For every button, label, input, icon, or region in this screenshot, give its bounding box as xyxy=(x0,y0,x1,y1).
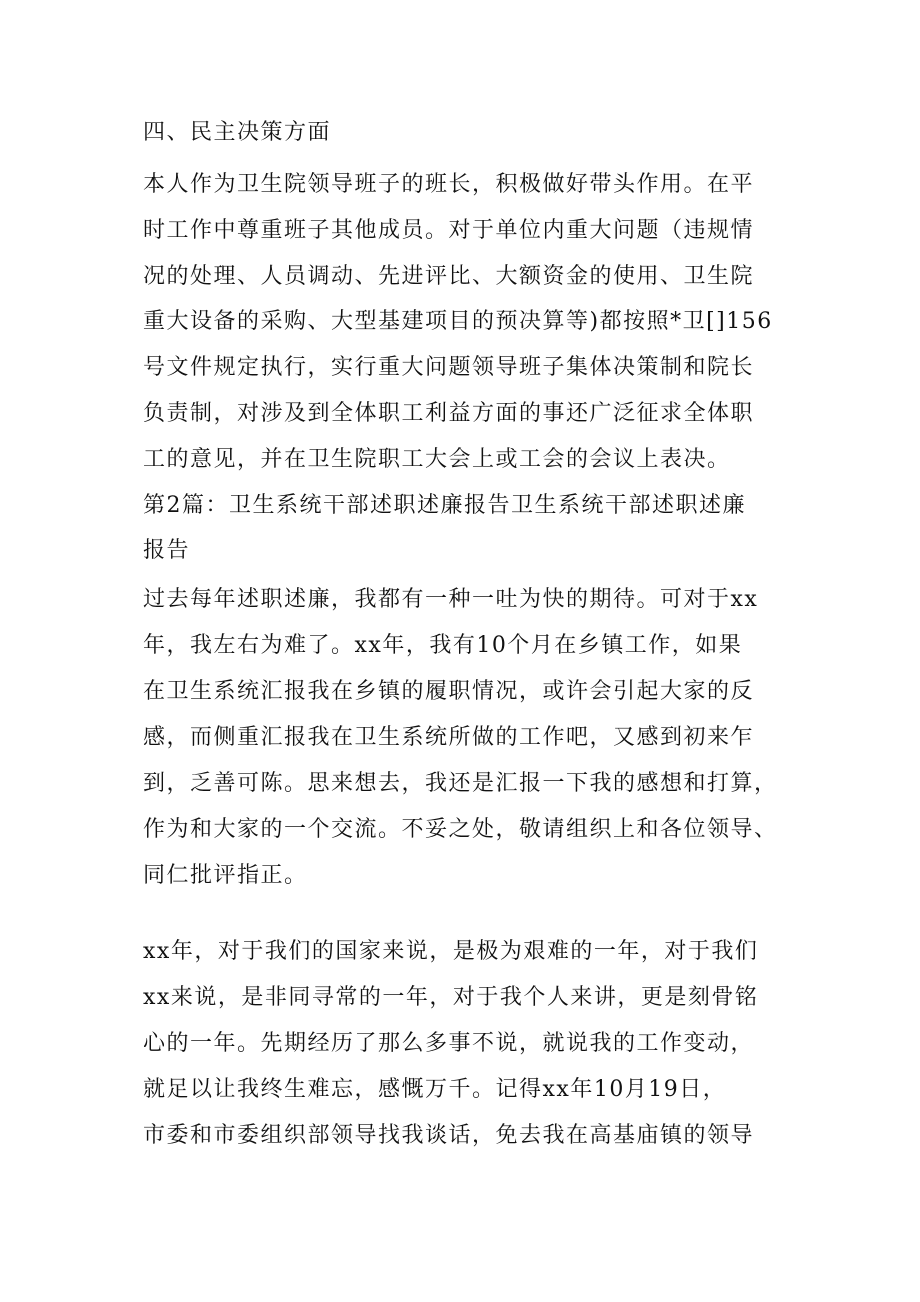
text-line: 就足以让我终生难忘，感慨万千。记得xx年10月19日， xyxy=(143,1077,727,1102)
text-line: 时工作中尊重班子其他成员。对于单位内重大问题（违规情 xyxy=(143,218,755,243)
text-line: 在卫生系统汇报我在乡镇的履职情况，或许会引起大家的反 xyxy=(143,679,755,704)
text-line: 过去每年述职述廉，我都有一种一吐为快的期待。可对于xx xyxy=(143,587,759,612)
text-line: 作为和大家的一个交流。不妥之处，敬请组织上和各位领导、 xyxy=(143,817,778,842)
text-line: 年，我左右为难了。xx年，我有10个月在乡镇工作，如果 xyxy=(143,633,743,658)
text-line: 工的意见，并在卫生院职工大会上或工会的会议上表决。 xyxy=(143,447,731,472)
text-line: 同仁批评指正。 xyxy=(143,863,308,888)
section-heading: 四、民主决策方面 xyxy=(143,120,332,145)
text-line: 负责制，对涉及到全体职工利益方面的事还广泛征求全体职 xyxy=(143,401,755,426)
text-line: 况的处理、人员调动、先进评比、大额资金的使用、卫生院 xyxy=(143,264,755,289)
text-line: xx年，对于我们的国家来说，是极为艰难的一年，对于我们 xyxy=(143,939,759,964)
text-line: 本人作为卫生院领导班子的班长，积极做好带头作用。在平 xyxy=(143,172,755,197)
text-line: 心的一年。先期经历了那么多事不说，就说我的工作变动， xyxy=(143,1031,755,1056)
text-line: 号文件规定执行，实行重大问题领导班子集体决策制和院长 xyxy=(143,355,755,380)
text-line: 感，而侧重汇报我在卫生系统所做的工作吧，又感到初来乍 xyxy=(143,725,755,750)
text-line: 重大设备的采购、大型基建项目的预决算等)都按照*卫[]156 xyxy=(143,309,773,334)
chapter-title: 第2篇：卫生系统干部述职述廉报告卫生系统干部述职述廉 xyxy=(143,493,746,518)
text-line: 到，乏善可陈。思来想去，我还是汇报一下我的感想和打算， xyxy=(143,771,778,796)
text-line: 市委和市委组织部领导找我谈话，免去我在高基庙镇的领导 xyxy=(143,1123,755,1148)
chapter-title: 报告 xyxy=(143,538,191,563)
text-line: xx来说，是非同寻常的一年，对于我个人来讲，更是刻骨铭 xyxy=(143,985,759,1010)
